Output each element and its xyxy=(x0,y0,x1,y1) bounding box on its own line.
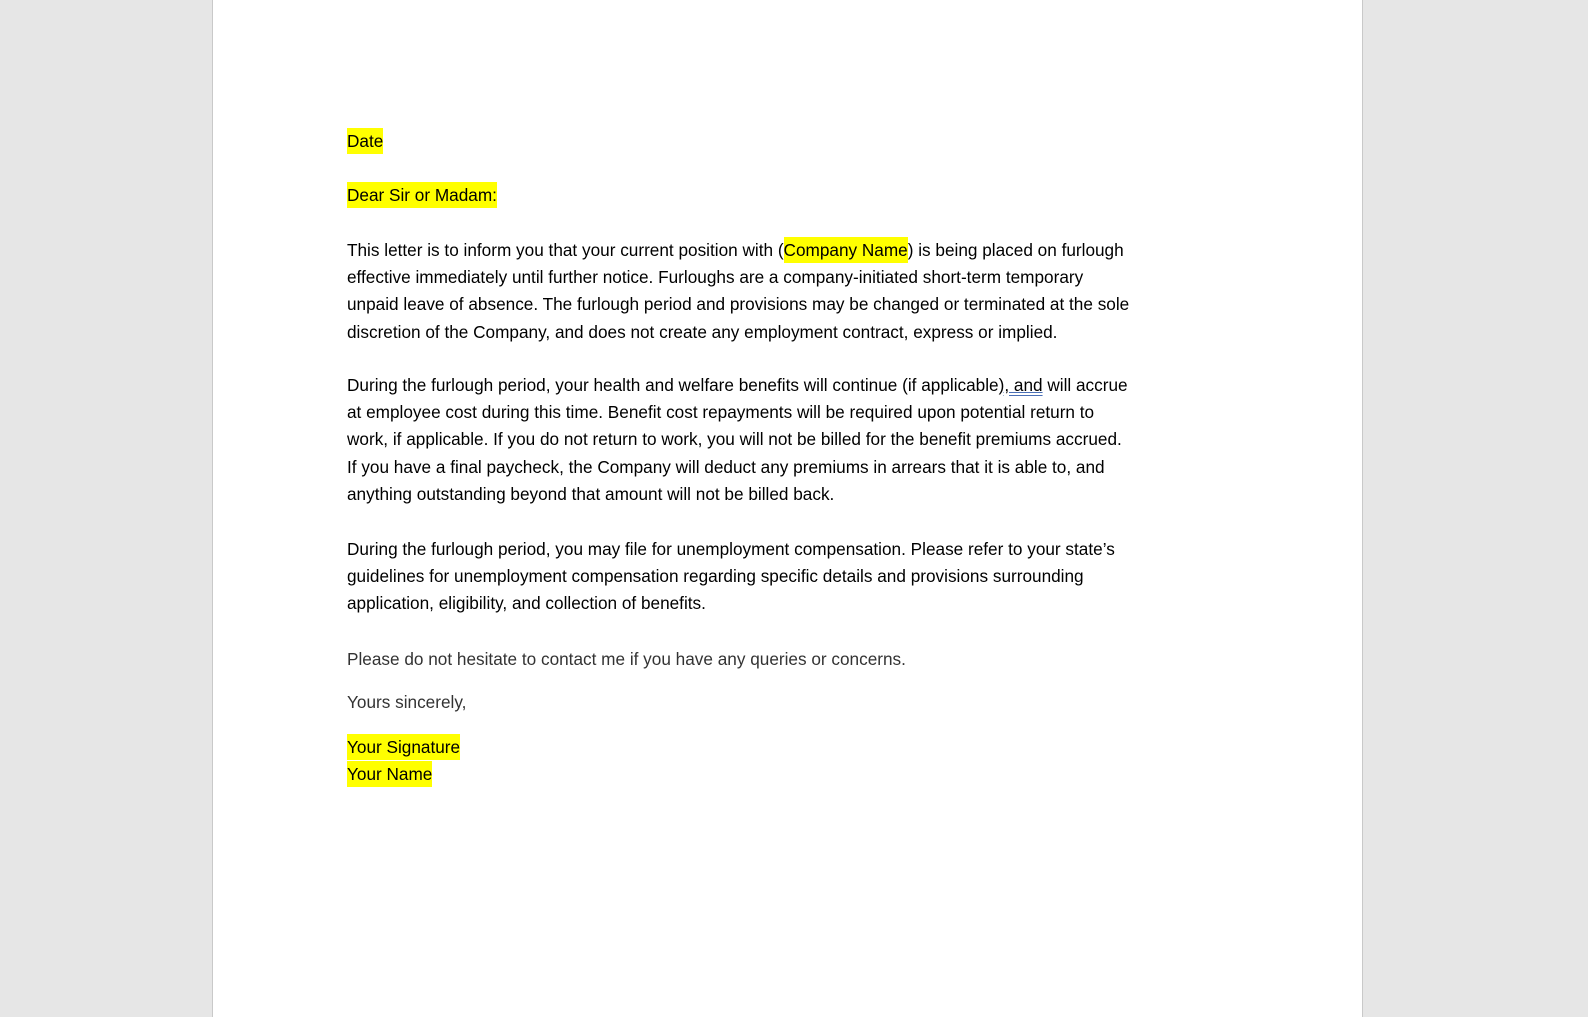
signature-block[interactable] xyxy=(347,734,460,788)
date-placeholder[interactable]: Date xyxy=(347,128,383,154)
paragraph-1[interactable] xyxy=(347,237,1129,346)
name-placeholder[interactable]: Your Name xyxy=(347,761,432,787)
paragraph-line: discretion of the Company, and does not create any employment contract, express or implied. xyxy=(347,321,1058,342)
text: During the furlough period, your health and welfare benefits will continue (if applicable xyxy=(347,375,999,395)
paragraph-line: effective immediately until further notice. Furloughs are a company-initiated short-term temporary xyxy=(347,267,1084,288)
text: This letter is to inform you that your current position with ( xyxy=(347,240,784,260)
signature-placeholder[interactable]: Your Signature xyxy=(347,734,460,760)
paragraph-line: at employee cost during this time. Benefit cost repayments will be required upon potential return to xyxy=(347,402,1095,423)
paragraph-line: work, if applicable. If you do not return to work, you will not be billed for the benefit premiums accrued. xyxy=(347,429,1122,450)
salutation-text[interactable]: Dear Sir or Madam: xyxy=(347,182,497,208)
date-line[interactable] xyxy=(347,128,383,155)
document-page[interactable] xyxy=(212,0,1363,1017)
closing-line[interactable]: Please do not hesitate to contact me if you have any queries or concerns. xyxy=(347,649,906,669)
company-name-placeholder[interactable]: Company Name xyxy=(784,237,908,263)
paragraph-line: unpaid leave of absence. The furlough period and provisions may be changed or terminated at the sole xyxy=(347,294,1130,315)
paragraph-line: During the furlough period, you may file for unemployment compensation. Please refer to your state’s xyxy=(347,539,1115,559)
text: will accrue xyxy=(1042,375,1128,395)
paragraph-line: application, eligibility, and collection of benefits. xyxy=(347,593,706,614)
paragraph-line: If you have a final paycheck, the Company will deduct any premiums in arrears that it is able to, and xyxy=(347,456,1105,477)
paragraph-line xyxy=(347,237,1129,264)
paragraph-line: anything outstanding beyond that amount will not be billed back. xyxy=(347,483,835,504)
paragraph-2[interactable] xyxy=(347,372,1128,508)
paragraph-3[interactable] xyxy=(347,536,1115,618)
sign-off[interactable]: Yours sincerely, xyxy=(347,692,467,712)
text: ) is being placed on furlough xyxy=(907,240,1124,260)
paragraph-line: guidelines for unemployment compensation regarding specific details and provisions surrounding xyxy=(347,566,1084,587)
grammar-flag[interactable]: ), and xyxy=(998,375,1043,395)
paragraph-line xyxy=(347,372,1128,399)
salutation[interactable] xyxy=(347,182,497,209)
